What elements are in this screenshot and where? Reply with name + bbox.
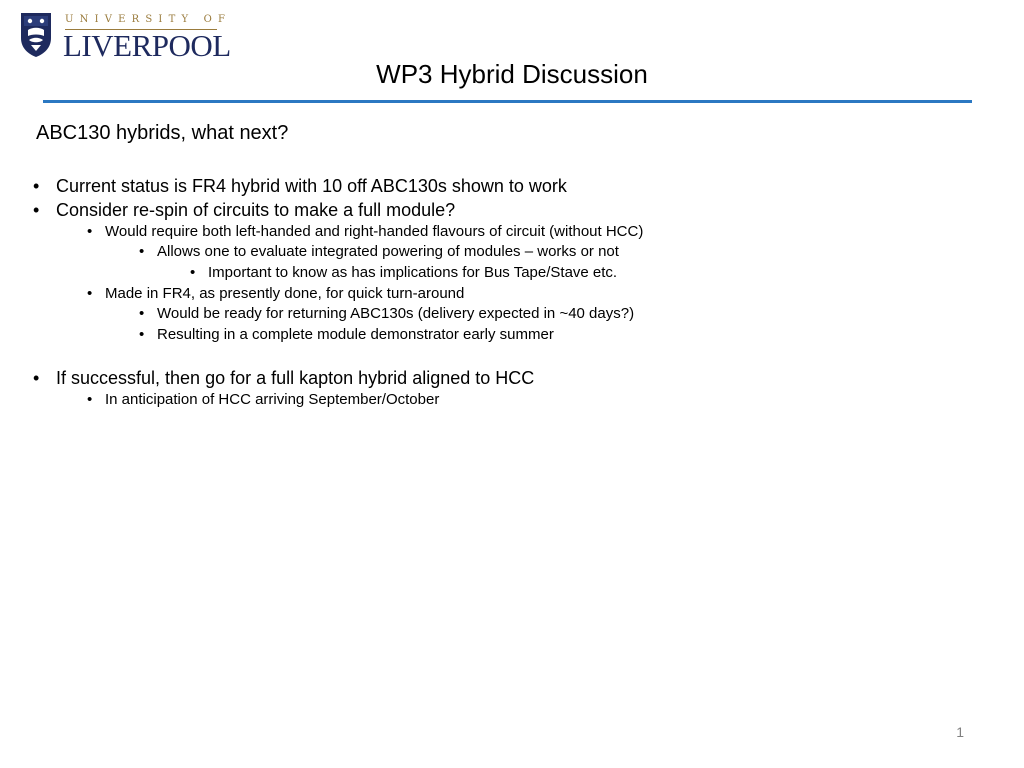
bullet-text: Would require both left-handed and right-handed flavours of circuit (without HCC) [105, 223, 644, 240]
bullet-icon: • [33, 200, 40, 220]
bullet-icon: • [33, 176, 40, 196]
bullet-icon: • [139, 243, 145, 260]
slide-number: 1 [956, 724, 964, 740]
slide-title: WP3 Hybrid Discussion [376, 59, 648, 89]
bullet-text: Consider re-spin of circuits to make a full module? [56, 200, 456, 220]
university-logo [20, 12, 232, 63]
bullet-icon: • [87, 391, 93, 408]
bullet-icon: • [87, 223, 93, 240]
logo-liverpool-text: LIVERPOOL [63, 28, 231, 63]
logo-university-of-text: UNIVERSITY OF [65, 14, 232, 25]
slide-heading: ABC130 hybrids, what next? [36, 122, 289, 144]
bullet-text: If successful, then go for a full kapton hybrid aligned to HCC [56, 368, 535, 388]
bullet-icon: • [190, 264, 196, 281]
bullet-icon: • [33, 368, 40, 388]
crest-icon [20, 12, 52, 58]
bullet-text: Important to know as has implications for Bus Tape/Stave etc. [208, 264, 618, 281]
bullet-text: Made in FR4, as presently done, for quick turn-around [105, 285, 465, 302]
bullet-icon: • [87, 285, 93, 302]
bullet-text: In anticipation of HCC arriving September/October [105, 391, 440, 408]
bullet-icon: • [139, 326, 145, 343]
bullet-text: Allows one to evaluate integrated powering of modules – works or not [157, 243, 619, 260]
bullet-text: Would be ready for returning ABC130s (delivery expected in ~40 days?) [157, 305, 635, 322]
bullet-text: Resulting in a complete module demonstrator early summer [157, 326, 554, 343]
bullet-text: Current status is FR4 hybrid with 10 off ABC130s shown to work [56, 176, 567, 196]
bullet-icon: • [139, 305, 145, 322]
title-underline [43, 100, 972, 103]
